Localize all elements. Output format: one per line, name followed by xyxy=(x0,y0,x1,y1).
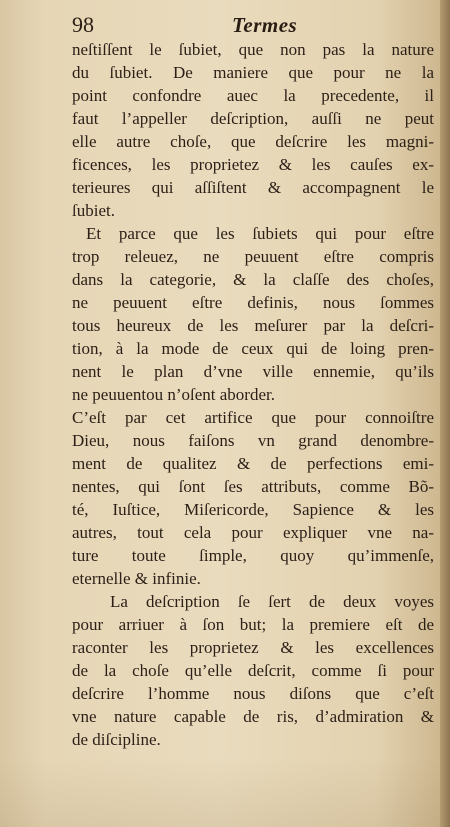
text-line: pour arriuer à ſon but; la premiere eſt de xyxy=(72,615,434,634)
text-line: autres, tout cela pour expliquer vne na- xyxy=(72,523,434,542)
text-line: C’eſt par cet artifice que pour connoiſtre xyxy=(72,408,434,427)
text-line: ſubiet. xyxy=(72,201,115,220)
book-edge xyxy=(440,0,450,827)
text-line: nent le plan d’vne ville ennemie, qu’ils xyxy=(72,362,434,381)
text-line: ne peuuent eſtre definis, nous ſommes xyxy=(72,293,434,312)
page-header xyxy=(72,12,392,38)
text-line: point confondre auec la precedente, il xyxy=(72,86,434,105)
text-line: dans la categorie, & la claſſe des choſes, xyxy=(72,270,434,289)
text-line: ment de qualitez & de perfections emi- xyxy=(72,454,434,473)
running-head: Termes xyxy=(232,13,298,37)
text-line: La deſcription ſe ſert de deux voyes xyxy=(110,592,434,611)
text-line: faut l’appeller deſcription, auſſi ne peut xyxy=(72,109,434,128)
text-line: de la choſe qu’elle deſcrit, comme ſi pour xyxy=(72,661,434,680)
body-text xyxy=(72,38,434,751)
text-line: té, Iuſtice, Miſericorde, Sapience & les xyxy=(72,500,434,519)
text-line: eternelle & infinie. xyxy=(72,569,201,588)
text-line: terieures qui aſſiſtent & accompagnent le xyxy=(72,178,434,197)
text-line: elle autre choſe, que deſcrire les magni- xyxy=(72,132,434,151)
text-line: neſtiſſent le ſubiet, que non pas la nature xyxy=(72,40,434,59)
text-line: raconter les proprietez & les excellences xyxy=(72,638,434,657)
text-line: trop releuez, ne peuuent eſtre compris xyxy=(72,247,434,266)
text-line: vne nature capable de ris, d’admiration & xyxy=(72,707,434,726)
text-line: tion, à la mode de ceux qui de loing pren- xyxy=(72,339,434,358)
text-line: nentes, qui ſont ſes attributs, comme Bõ- xyxy=(72,477,434,496)
page-number: 98 xyxy=(72,12,94,37)
text-line: ne peuuentou n’oſent aborder. xyxy=(72,385,275,404)
text-line: tous heureux de les meſurer par la deſcri- xyxy=(72,316,434,335)
text-line: ture toute ſimple, quoy qu’immenſe, xyxy=(72,546,434,565)
text-line: du ſubiet. De maniere que pour ne la xyxy=(72,63,434,82)
text-line: ficences, les proprietez & les cauſes ex- xyxy=(72,155,434,174)
text-line: de diſcipline. xyxy=(72,730,161,749)
page-shadow xyxy=(0,757,442,827)
text-line: Et parce que les ſubiets qui pour eſtre xyxy=(86,224,434,243)
text-line: deſcrire l’homme nous diſons que c’eſt xyxy=(72,684,434,703)
text-line: Dieu, nous faiſons vn grand denombre- xyxy=(72,431,434,450)
